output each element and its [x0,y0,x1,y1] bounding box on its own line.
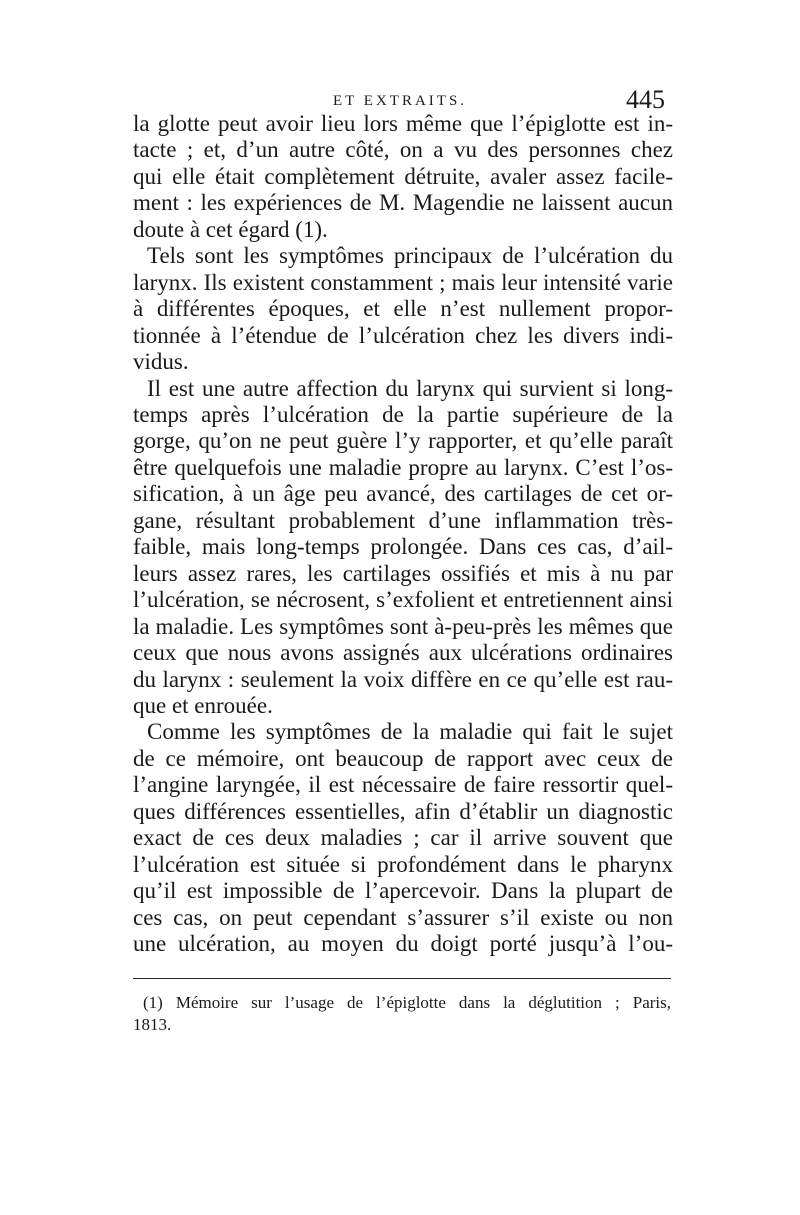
text-line: ment : les expériences de M. Magendie ne laissent aucun [133,190,673,216]
text-line: sification, à un âge peu avancé, des cartilages de cet or- [133,481,673,507]
body-text [133,111,673,958]
text-line: qui elle était complètement détruite, avaler assez facile- [133,163,673,189]
text-line: exact de ces deux maladies ; car il arrive souvent que [133,825,673,851]
text-line: la glotte peut avoir lieu lors même que l’épiglotte est in- [133,111,673,136]
text-line: gorge, qu’on ne peut guère l’y rapporter, et qu’elle paraît [133,428,673,454]
text-line: l’ulcération, se nécrosent, s’exfolient et entretiennent ainsi [133,587,673,613]
text-line: à différentes époques, et elle n’est nullement propor- [133,296,673,322]
text-line: qu’il est impossible de l’apercevoir. Dans la plupart de [133,878,673,904]
text-line: ques différences essentielles, afin d’établir un diagnostic [133,798,673,824]
text-line: leurs assez rares, les cartilages ossifiés et mis à nu par [133,560,673,586]
text-line: du larynx : seulement la voix diffère en ce qu’elle est rau- [133,666,673,692]
text-line: tionnée à l’étendue de l’ulcération chez les divers indi- [133,322,673,348]
text-line: larynx. Ils existent constamment ; mais leur intensité varie [133,269,673,295]
text-line: être quelquefois une maladie propre au larynx. C’est l’os- [133,454,673,480]
text-line: gane, résultant probablement d’une inflammation très- [133,507,673,533]
paragraph-start-line: Tels sont les symptômes principaux de l’ulcération du [147,243,673,269]
footnote-line: (1) Mémoire sur l’usage de l’épiglotte dans la déglutition ; Paris, [143,993,671,1012]
footnote-rule [133,978,671,979]
text-line: tacte ; et, d’un autre côté, on a vu des personnes chez [133,137,673,163]
text-line: que et enrouée. [133,692,273,718]
text-line: une ulcération, au moyen du doigt porté jusqu’à l’ou- [133,931,673,957]
text-line: temps après l’ulcération de la partie supérieure de la [133,401,673,427]
footnote-line: 1813. [133,1015,172,1034]
text-line: doute à cet égard (1). [133,216,328,242]
text-line: ces cas, on peut cependant s’assurer s’il existe ou non [133,904,673,930]
page-number: 445 [626,85,665,114]
paragraph-start-line: Comme les symptômes de la maladie qui fait le sujet [147,719,673,745]
text-line: faible, mais long-temps prolongée. Dans ces cas, d’ail- [133,534,673,560]
text-line: de ce mémoire, ont beaucoup de rapport avec ceux de [133,745,673,771]
paragraph-start-line: Il est une autre affection du larynx qui survient si long- [147,375,673,401]
text-line: l’angine laryngée, il est nécessaire de faire ressortir quel- [133,772,673,798]
text-line: l’ulcération est située si profondément dans le pharynx [133,851,673,877]
text-line: ceux que nous avons assignés aux ulcérations ordinaires [133,640,673,666]
footnote [133,992,671,1036]
running-title: ET EXTRAITS. [333,93,468,109]
text-line: vidus. [133,349,189,375]
text-line: la maladie. Les symptômes sont à-peu-près les mêmes que [133,613,673,639]
